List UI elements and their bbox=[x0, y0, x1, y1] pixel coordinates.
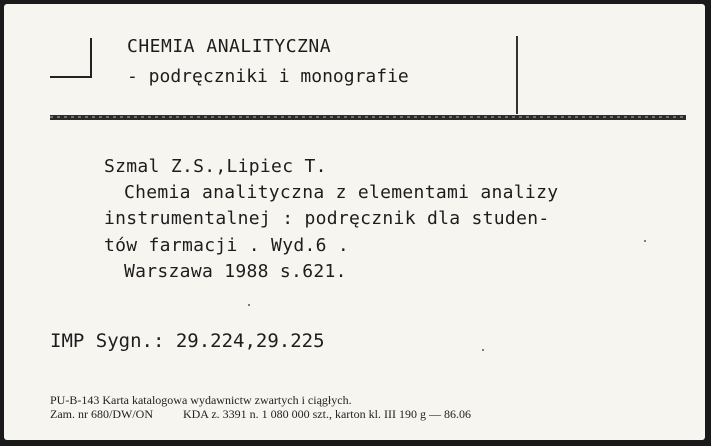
entry-authors: Szmal Z.S.,Lipiec T. bbox=[104, 156, 327, 177]
card-corner-mark-horizontal bbox=[50, 76, 92, 78]
entry-title-line-3: tów farmacji . Wyd.6 . bbox=[104, 235, 350, 256]
header-divider-vertical bbox=[516, 36, 518, 114]
footer-print-line: Zam. nr 680/DW/ON KDA z. 3391 n. 1 080 000 szt., karton kl. III 190 g — 86.06 bbox=[50, 407, 471, 421]
entry-title-line-1: Chemia analityczna z elementami analizy bbox=[124, 182, 559, 203]
catalog-card bbox=[4, 4, 705, 440]
footer-form-line: PU-B-143 Karta katalogowa wydawnictw zwartych i ciągłych. bbox=[50, 393, 352, 407]
card-corner-mark-vertical bbox=[90, 38, 92, 78]
paper-speck bbox=[644, 240, 646, 242]
subject-heading bbox=[127, 36, 331, 57]
call-number: IMP Sygn.: 29.224,29.225 bbox=[50, 330, 325, 352]
subject-heading-text: CHEMIA ANALITYCZNA bbox=[127, 36, 332, 57]
entry-imprint: Warszawa 1988 s.621. bbox=[124, 261, 347, 282]
paper-speck bbox=[248, 304, 250, 306]
entry-title-line-2: instrumentalnej : podręcznik dla studen- bbox=[104, 208, 550, 229]
paper-speck bbox=[482, 349, 484, 351]
header-rule bbox=[50, 115, 686, 120]
subject-subheading: - podręczniki i monografie bbox=[127, 66, 409, 87]
